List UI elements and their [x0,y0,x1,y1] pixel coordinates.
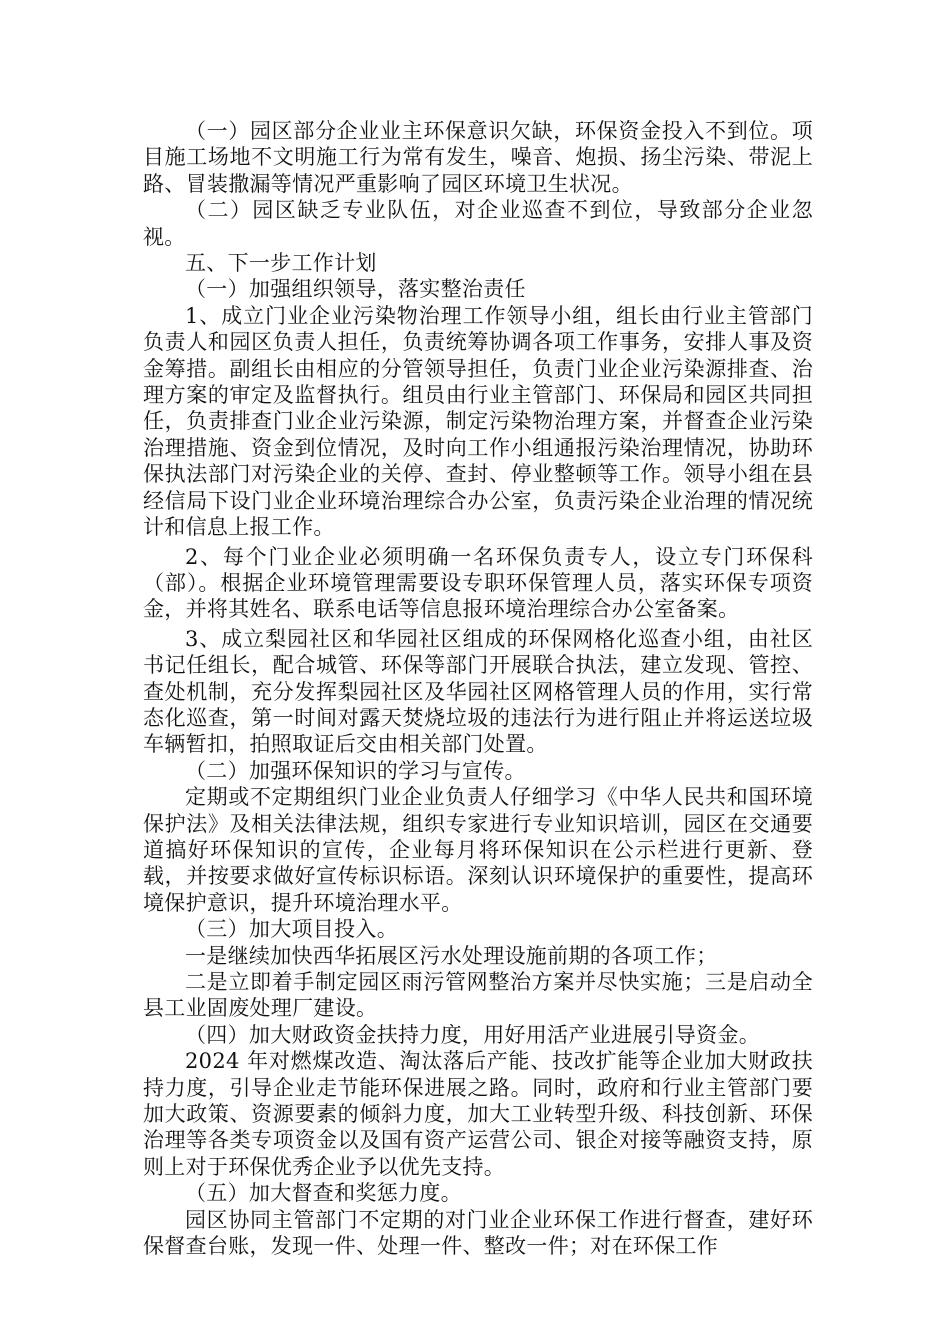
subheading-organization: （一）加强组织领导，落实整治责任 [185,277,526,302]
subheading-funding: （四）加大财政资金扶持力度，用好用活产业进展引导资金。 [185,1022,761,1047]
section-heading-next-plan: 五、下一步工作计划 [185,251,377,276]
paragraph-education: 定期或不定期组织门业企业负责人仔细学习《中华人民共和国环境保护法》及相关法律法规，组织专家进行专业知识培训，园区在交通要道搞好环保知识的宣传，企业每月将环保知识在公示栏进行更新、登载，并按要求做好宣传标识标语。深刻认识环境保护的重要性，提高环境保护意识，提升环境治理水平。 [143,785,813,915]
paragraph-investment-2: 二是立即着手制定园区雨污管网整治方案并尽快实施；三是启动全县工业固废处理厂建设。 [143,970,813,1021]
paragraph-problem-1: （一）园区部分企业业主环保意识欠缺，环保资金投入不到位。项目施工场地不文明施工行为常有发生，噪音、炮损、扬尘污染、带泥上路、冒装撒漏等情况严重影响了园区环境卫生状况。 [143,119,813,196]
subheading-supervision: （五）加大督查和奖惩力度。 [185,1181,462,1206]
paragraph-problem-2: （二）园区缺乏专业队伍，对企业巡查不到位，导致部分企业忽视。 [143,198,813,249]
paragraph-supervision: 园区协同主管部门不定期的对门业企业环保工作进行督查，建好环保督查台账，发现一件、处理一件、整改一件；对在环保工作 [143,1207,813,1259]
paragraph-investment-1: 一是继续加快西华拓展区污水处理设施前期的各项工作； [185,943,718,968]
subheading-education: （二）加强环保知识的学习与宣传。 [185,758,526,783]
paragraph-funding: 2024 年对燃煤改造、淘汰落后产能、技改扩能等企业加大财政扶持力度，引导企业走节能环保进展之路。同时，政府和行业主管部门要加大政策、资源要素的倾斜力度，加大工业转型升级、科技创新、环保治理等各类专项资金以及国有资产运营公司、银企对接等融资支持，原则上对于环保优秀企业予以优先支持。 [143,1049,813,1179]
paragraph-item-3: 3、成立梨园社区和华园社区组成的环保网格化巡查小组，由社区书记任组长，配合城管、环保等部门开展联合执法，建立发现、管控、查处机制，充分发挥梨园社区及华园社区网格管理人员的作用，实行常态化巡查，第一时间对露天焚烧垃圾的违法行为进行阻止并将运送垃圾车辆暂扣，拍照取证后交由相关部门处置。 [143,626,813,757]
paragraph-item-1: 1、成立门业企业污染物治理工作领导小组，组长由行业主管部门负责人和园区负责人担任，负责统筹协调各项工作事务，安排人事及资金筹措。副组长由相应的分管领导担任，负责门业企业污染源排查、治理方案的审定及监督执行。组员由行业主管部门、环保局和园区共同担任，负责排查门业企业污染源，制定污染物治理方案，并督查企业污染治理措施、资金到位情况，及时向工作小组通报污染治理情况，协助环保执法部门对污染企业的关停、查封、停业整顿等工作。领导小组在县经信局下设门业企业环境治理综合办公室，负责污染企业治理的情况统计和信息上报工作。 [143,303,813,540]
subheading-investment: （三）加大项目投入。 [185,917,398,942]
paragraph-item-2: 2、每个门业企业必须明确一名环保负责专人，设立专门环保科（部）。根据企业环境管理需要设专职环保管理人员，落实环保专项资金，并将其姓名、联系电话等信息报环境治理综合办公室备案。 [143,544,813,622]
document-body [143,118,813,1259]
